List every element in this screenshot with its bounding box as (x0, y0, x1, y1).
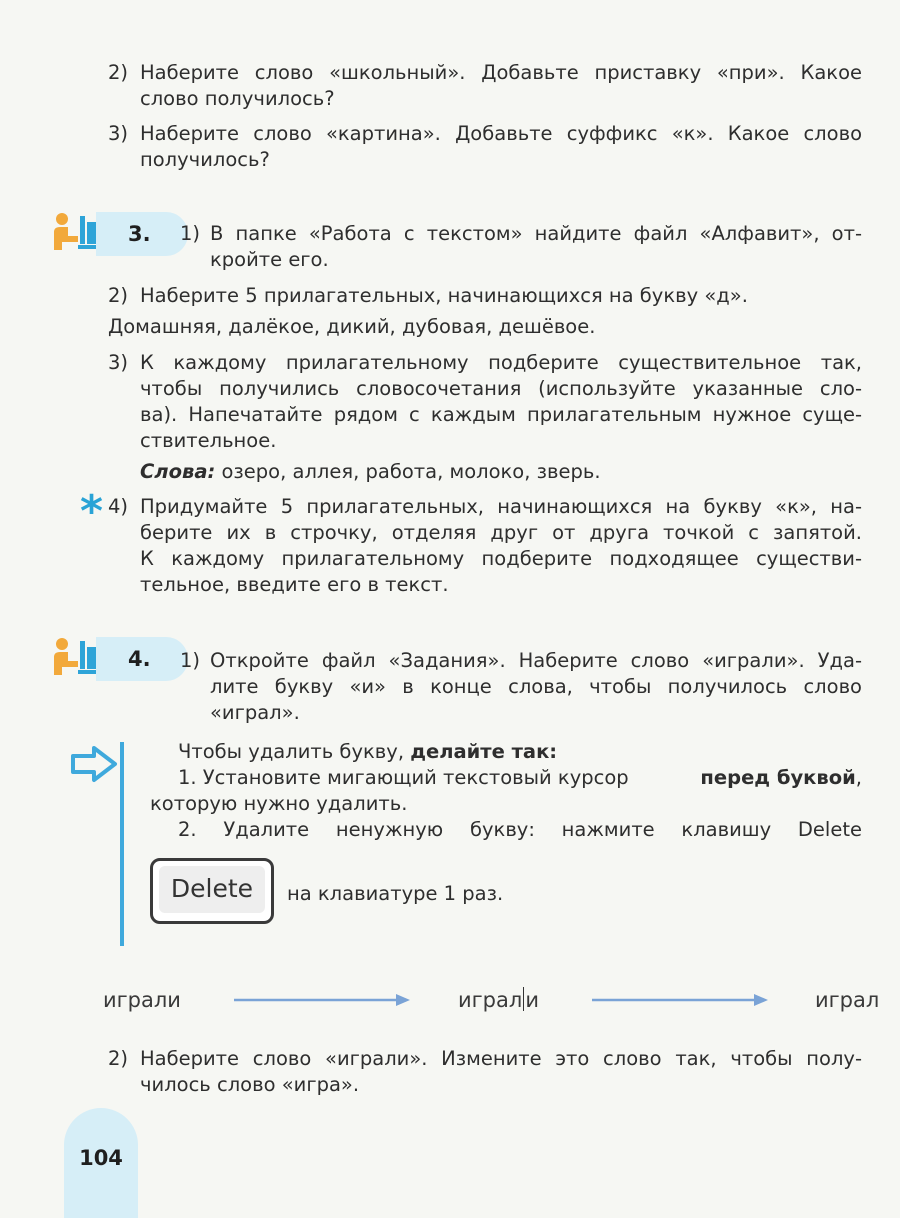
example-line: Домашняя, далёкое, дикий, дубовая, дешёвое. (108, 315, 596, 338)
hint-line (178, 765, 862, 791)
flow-word-part: и (525, 988, 539, 1012)
instruction-line: Придумайте 5 прилагательных, начинающихся на букву «к», на- (140, 495, 862, 518)
item-number: 1) (180, 222, 201, 245)
instruction-line: К каждому прилагательному подберите существительное так, (140, 351, 862, 374)
star-icon: * (80, 486, 104, 537)
instruction-line: тельное, введите его в текст. (140, 573, 449, 596)
item-number: 2) (108, 1047, 129, 1070)
instruction-line: Наберите слово «картина». Добавьте суффикс «к». Какое слово (140, 122, 862, 145)
student-at-computer-icon (50, 637, 102, 677)
delete-key-image (150, 858, 274, 924)
item-number: 2) (108, 284, 129, 307)
hint-arrow-icon (70, 745, 118, 783)
words-list: озеро, аллея, работа, молоко, зверь. (215, 460, 601, 483)
hint-line: которую нужно удалить. (150, 792, 408, 815)
task-number: 3. (128, 222, 151, 246)
instruction-line: чтобы получились словосочетания (используйте указанные сло- (140, 377, 862, 400)
hint-emphasis: перед буквой (700, 766, 856, 789)
hint-side-bar (120, 742, 124, 946)
instruction-line: К каждому прилагательному подберите подходящее существи- (140, 547, 862, 570)
item-number: 4) (108, 495, 129, 518)
hint-line: 2. Удалите ненужную букву: нажмите клавишу Delete (178, 818, 862, 841)
instruction-line: Наберите слово «играли». Измените это слово так, чтобы полу- (140, 1047, 862, 1070)
item-number: 3) (108, 122, 129, 145)
instruction-line: кройте его. (210, 248, 329, 271)
instruction-line: В папке «Работа с текстом» найдите файл «Алфавит», от- (210, 222, 862, 245)
instruction-line: ва). Напечатайте рядом с каждым прилагательным нужное суще- (140, 403, 862, 426)
item-number: 3) (108, 351, 129, 374)
hint-line (178, 739, 557, 765)
item-number: 2) (108, 61, 129, 84)
flow-arrow-icon (590, 992, 770, 1008)
instruction-line: берите их в строчку, отделяя друг от друга точкой с запятой. (140, 521, 862, 544)
student-at-computer-icon (50, 212, 102, 252)
instruction-line: Откройте файл «Задания». Наберите слово «играли». Уда- (210, 649, 862, 672)
flow-word-result: играл (815, 988, 880, 1012)
instruction-line: «играл». (210, 701, 300, 724)
instruction-line: получилось? (140, 148, 270, 171)
flow-arrow-icon (232, 992, 412, 1008)
words-line (140, 459, 601, 485)
instruction-line: ствительное. (140, 429, 277, 452)
hint-text: Чтобы удалить букву, (178, 740, 411, 763)
hint-emphasis: делайте так: (410, 740, 558, 763)
task-number: 4. (128, 647, 151, 671)
hint-text: 1. Установите мигающий текстовый курсор (178, 766, 629, 789)
instruction-line: Наберите 5 прилагательных, начинающихся на букву «д». (140, 284, 748, 307)
hint-text: , (855, 766, 862, 789)
instruction-line: чилось слово «игра». (140, 1073, 360, 1096)
hint-line: на клавиатуре 1 раз. (287, 882, 504, 905)
delete-key-label: Delete (159, 866, 265, 913)
words-label: Слова: (140, 460, 216, 483)
flow-word-part: играл (458, 988, 523, 1012)
instruction-line: лите букву «и» в конце слова, чтобы получилось слово (210, 675, 862, 698)
flow-word-cursor (458, 986, 539, 1014)
item-number: 1) (180, 649, 201, 672)
instruction-line: Наберите слово «школьный». Добавьте приставку «при». Какое (140, 61, 862, 84)
instruction-line: слово получилось? (140, 87, 335, 110)
flow-word-original: играли (103, 988, 181, 1012)
page-number: 104 (79, 1146, 123, 1170)
